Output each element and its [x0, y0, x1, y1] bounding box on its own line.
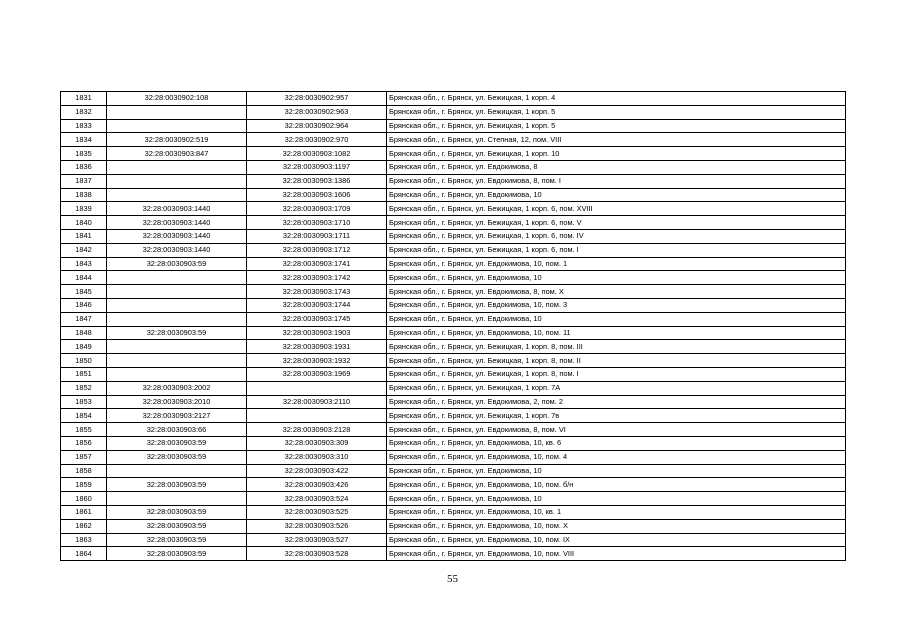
- cell-object-cadastral-number: 32:28:0030902:964: [247, 119, 387, 133]
- cell-address: Брянская обл., г. Брянск, ул. Бежицкая, 1 корп. 7А: [387, 381, 846, 395]
- cell-parcel-cadastral-number: [107, 298, 247, 312]
- cell-address: Брянская обл., г. Брянск, ул. Евдокимова, 10, пом. IX: [387, 533, 846, 547]
- cell-parcel-cadastral-number: 32:28:0030903:2127: [107, 409, 247, 423]
- cell-row-number: 1847: [61, 312, 107, 326]
- cell-address: Брянская обл., г. Брянск, ул. Степная, 12, пом. VIII: [387, 133, 846, 147]
- cell-row-number: 1840: [61, 216, 107, 230]
- table-row: [61, 340, 846, 354]
- table-row: [61, 381, 846, 395]
- cell-row-number: 1841: [61, 229, 107, 243]
- table-row: [61, 533, 846, 547]
- cell-address: Брянская обл., г. Брянск, ул. Евдокимова, 10, пом. 11: [387, 326, 846, 340]
- cell-object-cadastral-number: 32:28:0030903:524: [247, 492, 387, 506]
- cell-row-number: 1848: [61, 326, 107, 340]
- cell-address: Брянская обл., г. Брянск, ул. Бежицкая, 1 корп. 8, пом. II: [387, 354, 846, 368]
- cell-object-cadastral-number: 32:28:0030903:1742: [247, 271, 387, 285]
- cell-object-cadastral-number: 32:28:0030903:422: [247, 464, 387, 478]
- table-row: [61, 174, 846, 188]
- cell-object-cadastral-number: 32:28:0030903:1197: [247, 160, 387, 174]
- cell-address: Брянская обл., г. Брянск, ул. Бежицкая, 1 корп. 5: [387, 105, 846, 119]
- page-number: 55: [447, 573, 458, 585]
- cell-parcel-cadastral-number: 32:28:0030903:59: [107, 257, 247, 271]
- cell-object-cadastral-number: 32:28:0030903:1709: [247, 202, 387, 216]
- cell-parcel-cadastral-number: 32:28:0030903:1440: [107, 202, 247, 216]
- cell-row-number: 1855: [61, 423, 107, 437]
- cell-address: Брянская обл., г. Брянск, ул. Евдокимова, 8, пом. VI: [387, 423, 846, 437]
- cell-parcel-cadastral-number: 32:28:0030903:59: [107, 533, 247, 547]
- cell-parcel-cadastral-number: [107, 340, 247, 354]
- cell-object-cadastral-number: 32:28:0030903:1932: [247, 354, 387, 368]
- table-row: [61, 450, 846, 464]
- cell-row-number: 1856: [61, 436, 107, 450]
- cell-address: Брянская обл., г. Брянск, ул. Евдокимова, 10, пом. б/н: [387, 478, 846, 492]
- table-row: [61, 147, 846, 161]
- cell-row-number: 1849: [61, 340, 107, 354]
- cell-row-number: 1859: [61, 478, 107, 492]
- cell-row-number: 1850: [61, 354, 107, 368]
- cell-address: Брянская обл., г. Брянск, ул. Евдокимова, 10, пом. 1: [387, 257, 846, 271]
- table-body: [61, 92, 846, 561]
- cell-parcel-cadastral-number: [107, 367, 247, 381]
- table-row: [61, 105, 846, 119]
- table-row: [61, 257, 846, 271]
- cell-address: Брянская обл., г. Брянск, ул. Евдокимова, 10, кв. 1: [387, 505, 846, 519]
- cell-parcel-cadastral-number: [107, 160, 247, 174]
- cell-address: Брянская обл., г. Брянск, ул. Евдокимова, 10, кв. 6: [387, 436, 846, 450]
- cell-address: Брянская обл., г. Брянск, ул. Евдокимова, 8, пом. I: [387, 174, 846, 188]
- cell-object-cadastral-number: 32:28:0030902:963: [247, 105, 387, 119]
- table-row: [61, 298, 846, 312]
- table-row: [61, 547, 846, 561]
- cell-row-number: 1846: [61, 298, 107, 312]
- table-row: [61, 92, 846, 106]
- table-row: [61, 271, 846, 285]
- cell-address: Брянская обл., г. Брянск, ул. Евдокимова, 10: [387, 312, 846, 326]
- cell-address: Брянская обл., г. Брянск, ул. Евдокимова, 10, пом. 3: [387, 298, 846, 312]
- cell-parcel-cadastral-number: 32:28:0030903:1440: [107, 229, 247, 243]
- cell-parcel-cadastral-number: 32:28:0030902:519: [107, 133, 247, 147]
- cell-parcel-cadastral-number: 32:28:0030903:2010: [107, 395, 247, 409]
- cell-row-number: 1860: [61, 492, 107, 506]
- cell-parcel-cadastral-number: 32:28:0030903:59: [107, 326, 247, 340]
- cell-parcel-cadastral-number: 32:28:0030903:59: [107, 478, 247, 492]
- cell-address: Брянская обл., г. Брянск, ул. Евдокимова, 2, пом. 2: [387, 395, 846, 409]
- cell-row-number: 1837: [61, 174, 107, 188]
- cell-parcel-cadastral-number: 32:28:0030903:66: [107, 423, 247, 437]
- cell-object-cadastral-number: 32:28:0030903:309: [247, 436, 387, 450]
- table-row: [61, 409, 846, 423]
- cell-row-number: 1854: [61, 409, 107, 423]
- cell-row-number: 1862: [61, 519, 107, 533]
- table-row: [61, 202, 846, 216]
- cell-parcel-cadastral-number: 32:28:0030903:1440: [107, 216, 247, 230]
- cell-address: Брянская обл., г. Брянск, ул. Евдокимова, 10: [387, 464, 846, 478]
- cell-parcel-cadastral-number: [107, 285, 247, 299]
- cell-row-number: 1864: [61, 547, 107, 561]
- cell-parcel-cadastral-number: 32:28:0030903:59: [107, 547, 247, 561]
- cell-parcel-cadastral-number: 32:28:0030903:847: [107, 147, 247, 161]
- cell-parcel-cadastral-number: [107, 312, 247, 326]
- cell-address: Брянская обл., г. Брянск, ул. Бежицкая, 1 корп. 8, пом. III: [387, 340, 846, 354]
- cell-address: Брянская обл., г. Брянск, ул. Евдокимова, 10: [387, 271, 846, 285]
- table-row: [61, 436, 846, 450]
- cell-address: Брянская обл., г. Брянск, ул. Бежицкая, 1 корп. 6, пом. XVIII: [387, 202, 846, 216]
- cell-object-cadastral-number: 32:28:0030903:2128: [247, 423, 387, 437]
- cell-row-number: 1835: [61, 147, 107, 161]
- cell-object-cadastral-number: 32:28:0030903:528: [247, 547, 387, 561]
- cell-row-number: 1833: [61, 119, 107, 133]
- cell-row-number: 1839: [61, 202, 107, 216]
- table-row: [61, 243, 846, 257]
- cell-object-cadastral-number: 32:28:0030903:1606: [247, 188, 387, 202]
- cell-object-cadastral-number: 32:28:0030903:1082: [247, 147, 387, 161]
- cell-address: Брянская обл., г. Брянск, ул. Бежицкая, 1 корп. 4: [387, 92, 846, 106]
- table-row: [61, 133, 846, 147]
- cell-row-number: 1853: [61, 395, 107, 409]
- cell-address: Брянская обл., г. Брянск, ул. Евдокимова, 10: [387, 188, 846, 202]
- cell-object-cadastral-number: 32:28:0030903:310: [247, 450, 387, 464]
- cell-object-cadastral-number: 32:28:0030903:1743: [247, 285, 387, 299]
- table-row: [61, 395, 846, 409]
- table-row: [61, 492, 846, 506]
- cell-row-number: 1836: [61, 160, 107, 174]
- cell-address: Брянская обл., г. Брянск, ул. Бежицкая, 1 корп. 5: [387, 119, 846, 133]
- table-row: [61, 216, 846, 230]
- cell-object-cadastral-number: 32:28:0030903:2110: [247, 395, 387, 409]
- cell-row-number: 1851: [61, 367, 107, 381]
- cell-parcel-cadastral-number: [107, 354, 247, 368]
- cell-address: Брянская обл., г. Брянск, ул. Евдокимова, 8, пом. X: [387, 285, 846, 299]
- cell-object-cadastral-number: 32:28:0030903:525: [247, 505, 387, 519]
- table-row: [61, 478, 846, 492]
- table-row: [61, 519, 846, 533]
- cell-object-cadastral-number: 32:28:0030903:1710: [247, 216, 387, 230]
- cell-row-number: 1857: [61, 450, 107, 464]
- cell-address: Брянская обл., г. Брянск, ул. Бежицкая, 1 корп. 6, пом. IV: [387, 229, 846, 243]
- table-row: [61, 464, 846, 478]
- property-registry-table: [60, 91, 846, 561]
- cell-address: Брянская обл., г. Брянск, ул. Бежицкая, 1 корп. 8, пом. I: [387, 367, 846, 381]
- cell-parcel-cadastral-number: 32:28:0030903:59: [107, 436, 247, 450]
- cell-parcel-cadastral-number: [107, 105, 247, 119]
- cell-address: Брянская обл., г. Брянск, ул. Евдокимова, 10, пом. VIII: [387, 547, 846, 561]
- cell-row-number: 1842: [61, 243, 107, 257]
- cell-object-cadastral-number: 32:28:0030903:1744: [247, 298, 387, 312]
- cell-object-cadastral-number: 32:28:0030903:1745: [247, 312, 387, 326]
- cell-row-number: 1863: [61, 533, 107, 547]
- table-row: [61, 160, 846, 174]
- cell-row-number: 1852: [61, 381, 107, 395]
- cell-object-cadastral-number: 32:28:0030903:1386: [247, 174, 387, 188]
- table-row: [61, 285, 846, 299]
- cell-address: Брянская обл., г. Брянск, ул. Евдокимова, 10, пом. X: [387, 519, 846, 533]
- table-row: [61, 423, 846, 437]
- cell-row-number: 1843: [61, 257, 107, 271]
- table-row: [61, 326, 846, 340]
- cell-parcel-cadastral-number: [107, 188, 247, 202]
- table-row: [61, 119, 846, 133]
- cell-row-number: 1845: [61, 285, 107, 299]
- cell-address: Брянская обл., г. Брянск, ул. Бежицкая, 1 корп. 6, пом. I: [387, 243, 846, 257]
- cell-address: Брянская обл., г. Брянск, ул. Евдокимова, 8: [387, 160, 846, 174]
- cell-object-cadastral-number: [247, 381, 387, 395]
- cell-row-number: 1838: [61, 188, 107, 202]
- cell-object-cadastral-number: [247, 409, 387, 423]
- cell-parcel-cadastral-number: 32:28:0030903:59: [107, 505, 247, 519]
- cell-object-cadastral-number: 32:28:0030903:1903: [247, 326, 387, 340]
- cell-parcel-cadastral-number: 32:28:0030903:2002: [107, 381, 247, 395]
- cell-parcel-cadastral-number: 32:28:0030902:108: [107, 92, 247, 106]
- cell-row-number: 1861: [61, 505, 107, 519]
- cell-parcel-cadastral-number: [107, 119, 247, 133]
- cell-row-number: 1831: [61, 92, 107, 106]
- cell-parcel-cadastral-number: 32:28:0030903:59: [107, 519, 247, 533]
- cell-row-number: 1834: [61, 133, 107, 147]
- cell-parcel-cadastral-number: [107, 464, 247, 478]
- cell-object-cadastral-number: 32:28:0030903:1712: [247, 243, 387, 257]
- cell-object-cadastral-number: 32:28:0030903:527: [247, 533, 387, 547]
- cell-parcel-cadastral-number: [107, 271, 247, 285]
- table-row: [61, 354, 846, 368]
- cell-object-cadastral-number: 32:28:0030903:426: [247, 478, 387, 492]
- cell-address: Брянская обл., г. Брянск, ул. Бежицкая, 1 корп. 7в: [387, 409, 846, 423]
- cell-object-cadastral-number: 32:28:0030903:1741: [247, 257, 387, 271]
- cell-object-cadastral-number: 32:28:0030903:1711: [247, 229, 387, 243]
- cell-address: Брянская обл., г. Брянск, ул. Бежицкая, 1 корп. 10: [387, 147, 846, 161]
- cell-parcel-cadastral-number: 32:28:0030903:1440: [107, 243, 247, 257]
- cell-address: Брянская обл., г. Брянск, ул. Бежицкая, 1 корп. 6, пом. V: [387, 216, 846, 230]
- cell-object-cadastral-number: 32:28:0030902:970: [247, 133, 387, 147]
- cell-parcel-cadastral-number: [107, 492, 247, 506]
- table-row: [61, 312, 846, 326]
- cell-row-number: 1858: [61, 464, 107, 478]
- cell-address: Брянская обл., г. Брянск, ул. Евдокимова, 10: [387, 492, 846, 506]
- table-row: [61, 229, 846, 243]
- cell-address: Брянская обл., г. Брянск, ул. Евдокимова, 10, пом. 4: [387, 450, 846, 464]
- cell-parcel-cadastral-number: 32:28:0030903:59: [107, 450, 247, 464]
- cell-row-number: 1832: [61, 105, 107, 119]
- cell-object-cadastral-number: 32:28:0030903:526: [247, 519, 387, 533]
- table-row: [61, 367, 846, 381]
- cell-parcel-cadastral-number: [107, 174, 247, 188]
- table-row: [61, 505, 846, 519]
- cell-row-number: 1844: [61, 271, 107, 285]
- cell-object-cadastral-number: 32:28:0030903:1969: [247, 367, 387, 381]
- cell-object-cadastral-number: 32:28:0030902:957: [247, 92, 387, 106]
- table-row: [61, 188, 846, 202]
- cell-object-cadastral-number: 32:28:0030903:1931: [247, 340, 387, 354]
